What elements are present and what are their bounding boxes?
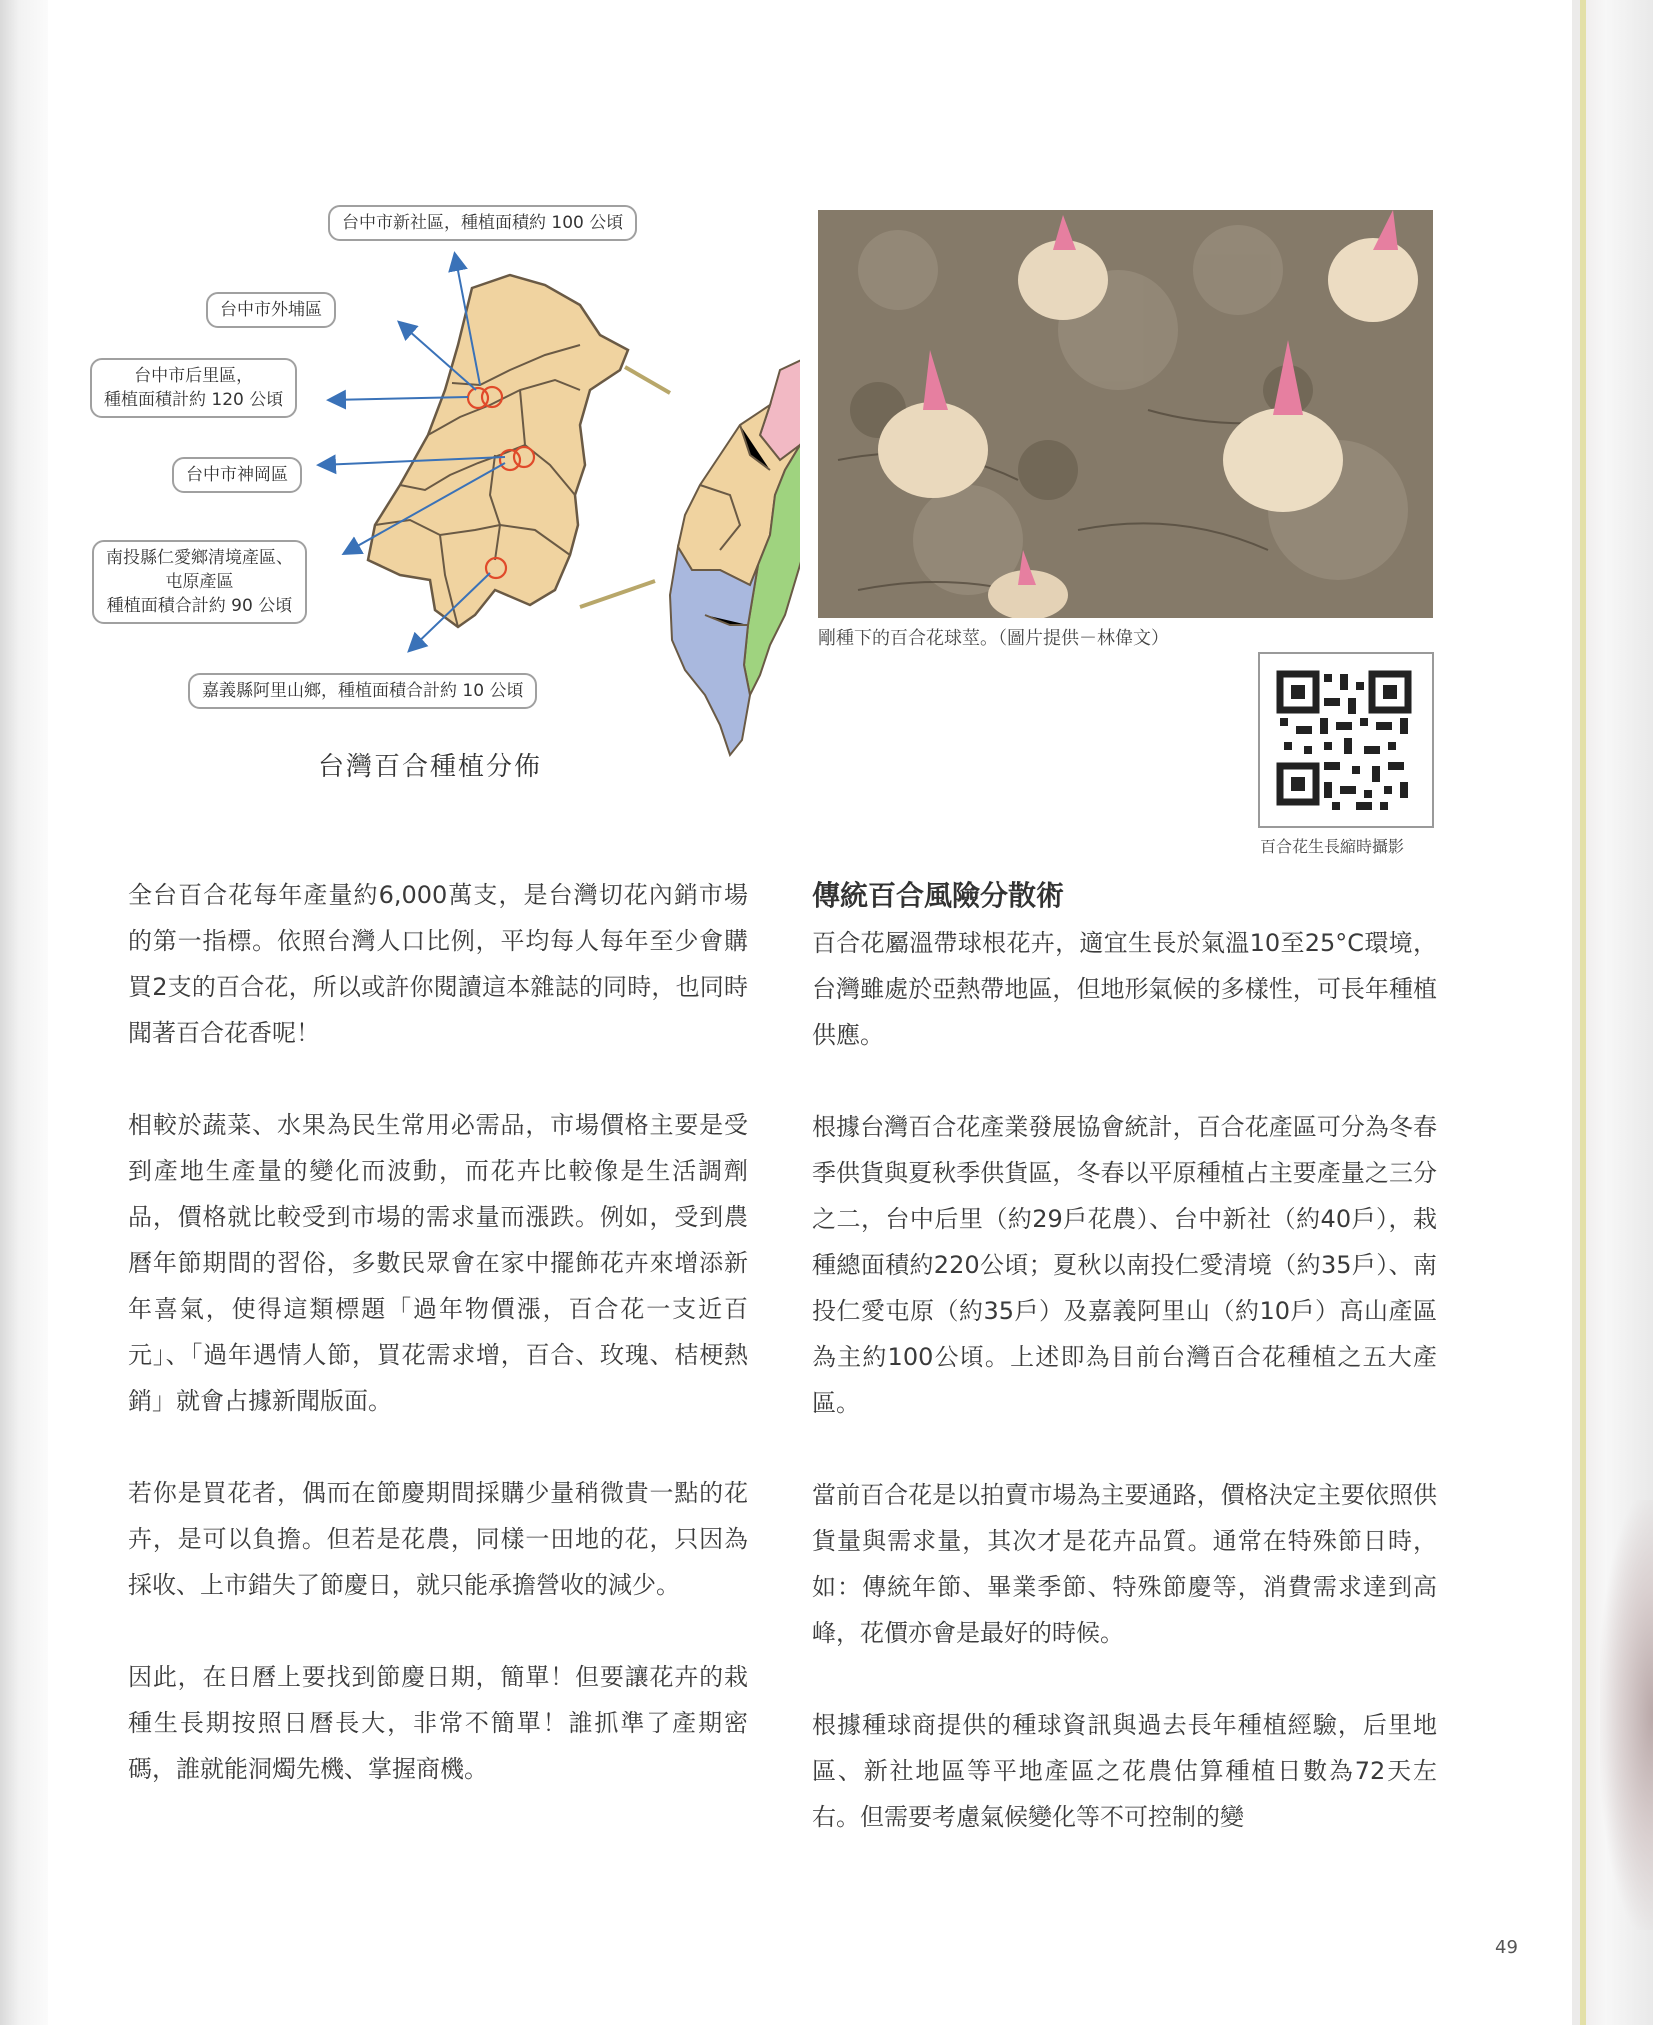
page-number: 49 (1495, 1937, 1518, 1958)
qr-code-icon (1260, 654, 1428, 822)
taiwan-island (670, 355, 800, 755)
lily-bulb-illustration (818, 210, 1433, 618)
zoom-connector-line (580, 581, 655, 607)
paragraph: 全台百合花每年產量約6,000萬支，是台灣切花內銷市場的第一指標。依照台灣人口比例，平均每人每年至少會購買2支的百合花，所以或許你閱讀這本雜誌的同時，也同時聞著百合花香呢！ (128, 881, 748, 1047)
page-edge (1572, 0, 1580, 2025)
taiwan-lily-map-figure (80, 195, 800, 795)
paragraph: 相較於蔬菜、水果為民生常用必需品，市場價格主要是受到產地生產量的變化而波動，而花卉比較像是生活調劑品，價格就比較受到市場的需求量而漲跌。例如，受到農曆年節期間的習俗，多數民眾會在家中擺飾花卉來增添新年喜氣，使得這類標題「過年物價漲，百合花一支近百元」、「過年遇情人節，買花需求增，百合、玫瑰、桔梗熱銷」就會占據新聞版面。 (128, 1111, 748, 1415)
paragraph: 根據台灣百合花產業發展協會統計，百合花產區可分為冬春季供貨與夏秋季供貨區，冬春以平原種植占主要產量之三分之二，台中后里（約29戶花農）、台中新社（約40戶），栽種總面積約220公頃；夏秋以南投仁愛清境（約35戶）、南投仁愛屯原（約35戶）及嘉義阿里山（約10戶）高山產區為主約100公頃。上述即為目前台灣百合花種植之五大產區。 (812, 1113, 1437, 1417)
paragraph: 百合花屬溫帶球根花卉，適宜生長於氣溫10至25°C環境，台灣雖處於亞熱帶地區，但地形氣候的多樣性，可長年種植供應。 (812, 929, 1437, 1049)
callout-houli: 台中市后里區， 種植面積計約 120 公頃 (90, 358, 297, 418)
right-column (812, 872, 1437, 1886)
page-binding-shadow (0, 0, 48, 2025)
callout-waipu: 台中市外埔區 (206, 292, 336, 328)
qr-code[interactable] (1258, 652, 1434, 828)
left-column (128, 872, 748, 1838)
central-region-enlarged (368, 275, 628, 627)
map-caption: 台灣百合種植分佈 (318, 752, 543, 782)
paragraph: 當前百合花是以拍賣市場為主要通路，價格決定主要依照供貨量與需求量，其次才是花卉品質。通常在特殊節日時，如：傳統年節、畢業季節、特殊節慶等，消費需求達到高峰，花價亦會是最好的時候。 (812, 1481, 1437, 1647)
callout-alishan: 嘉義縣阿里山鄉，種植面積合計約 10 公頃 (188, 673, 537, 709)
section-heading: 傳統百合風險分散術 (812, 879, 1065, 912)
callout-nantou: 南投縣仁愛鄉清境產區、 屯原產區 種植面積合計約 90 公頃 (92, 540, 307, 624)
paragraph: 根據種球商提供的種球資訊與過去長年種植經驗，后里地區、新社地區等平地產區之花農估算種植日數為72天左右。但需要考慮氣候變化等不可控制的變 (812, 1711, 1437, 1831)
zoom-connector-line (625, 367, 670, 393)
qr-caption: 百合花生長縮時攝影 (1260, 837, 1405, 856)
paragraph: 若你是買花者，偶而在節慶期間採購少量稍微貴一點的花卉，是可以負擔。但若是花農，同樣一田地的花，只因為採收、上市錯失了節慶日，就只能承擔營收的減少。 (128, 1479, 748, 1599)
callout-shengang: 台中市神岡區 (172, 457, 302, 493)
paragraph: 因此，在日曆上要找到節慶日期，簡單！但要讓花卉的栽種生長期按照日曆長大，非常不簡單！誰抓準了產期密碼，誰就能洞燭先機、掌握商機。 (128, 1663, 748, 1783)
page-edge-shadow (1600, 1500, 1653, 1930)
photo-caption: 剛種下的百合花球莖。（圖片提供－林偉文） (818, 628, 1169, 649)
lily-bulb-photo (818, 210, 1433, 618)
callout-xinshe: 台中市新社區，種植面積約 100 公頃 (328, 205, 637, 241)
